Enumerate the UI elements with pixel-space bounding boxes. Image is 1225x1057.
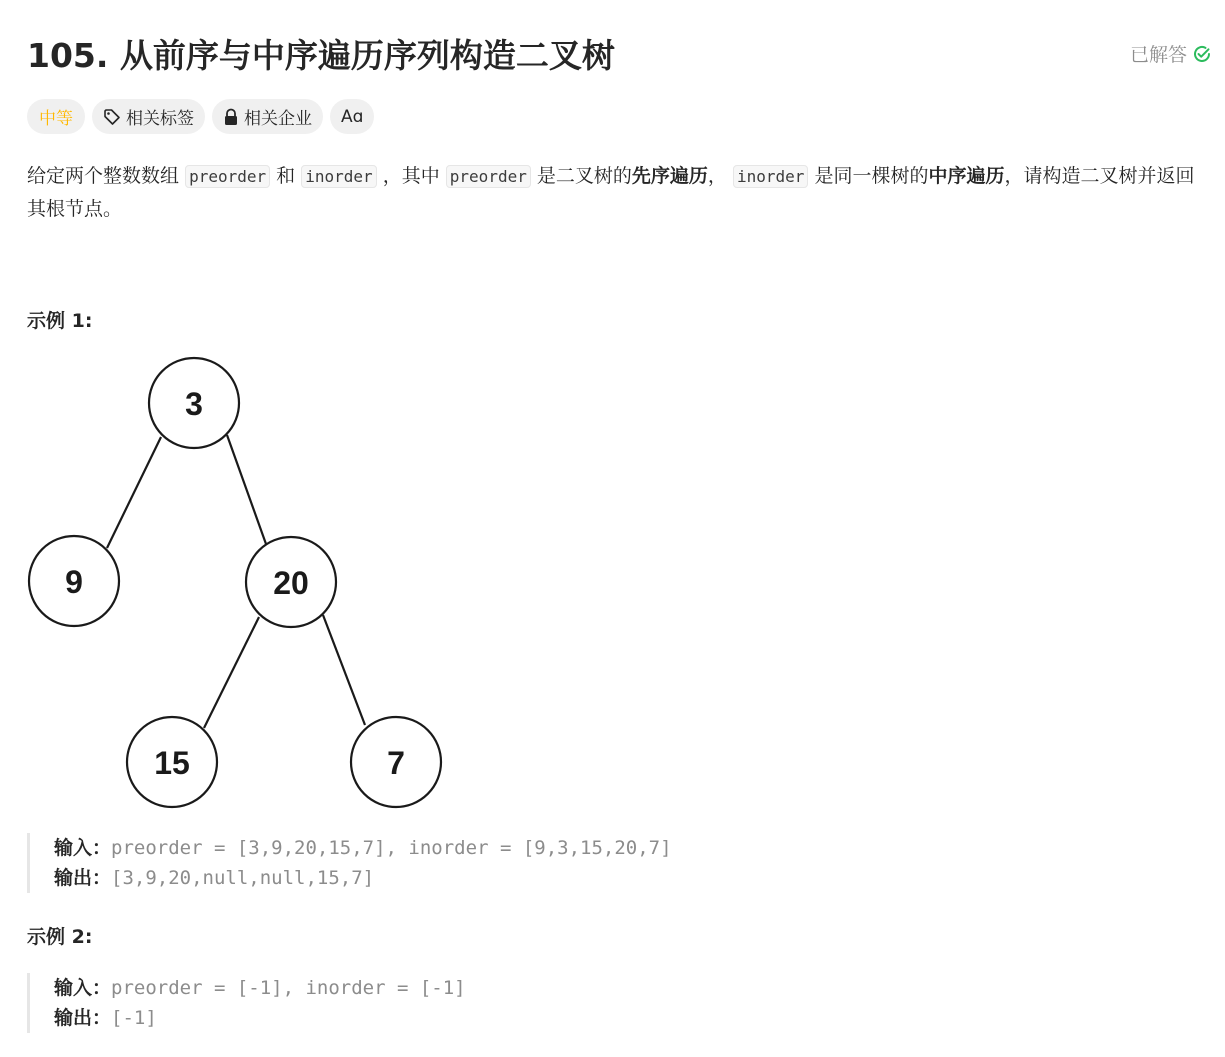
tree-node-label: 3 (185, 386, 203, 422)
example-2-title: 示例 2: (27, 926, 93, 948)
output-value: [-1] (111, 1007, 157, 1029)
input-value: preorder = [-1], inorder = [-1] (111, 977, 466, 999)
tag-bar (27, 99, 374, 134)
inline-code: inorder (301, 165, 376, 188)
desc-text: 和 (276, 165, 296, 187)
tree-node-label: 7 (387, 745, 405, 781)
inline-code: inorder (733, 165, 808, 188)
example-1-input-line (54, 833, 672, 863)
lock-icon (223, 108, 239, 126)
tree-edge (107, 437, 161, 548)
problem-title: 105. 从前序与中序遍历序列构造二叉树 (27, 36, 615, 75)
example-2-input-line (54, 973, 466, 1003)
related-tags-button[interactable] (92, 99, 205, 134)
tree-node-label: 15 (154, 745, 190, 781)
inline-code: preorder (446, 165, 531, 188)
tree-edge (323, 615, 365, 725)
related-companies-button[interactable] (212, 99, 323, 134)
inline-code: preorder (185, 165, 270, 188)
related-tags-label: 相关标签 (126, 109, 194, 129)
problem-description (27, 160, 1212, 225)
translate-button[interactable] (330, 99, 374, 134)
desc-text: 是二叉树的 (536, 165, 632, 187)
translate-icon: Aɑ (341, 106, 364, 127)
solved-label: 已解答 (1129, 44, 1187, 66)
desc-text: ，请构造二叉树并返回其根节点。 (27, 165, 1195, 220)
related-companies-label: 相关企业 (244, 109, 312, 129)
input-label: 输入： (54, 837, 112, 859)
tag-icon (103, 108, 121, 126)
example-1-output-line (54, 863, 672, 893)
output-label: 输出： (54, 867, 112, 889)
desc-text: 给定两个整数数组 (27, 165, 180, 187)
solved-status[interactable] (1130, 40, 1211, 67)
example-1-io-block (27, 833, 672, 893)
difficulty-badge[interactable]: 中等 (27, 99, 85, 134)
input-label: 输入： (54, 977, 112, 999)
desc-bold: 中序遍历 (928, 165, 1005, 187)
output-value: [3,9,20,null,null,15,7] (111, 867, 375, 889)
example-2-io-block (27, 973, 466, 1033)
example-1-tree-image (27, 355, 447, 819)
tree-node-label: 9 (65, 564, 83, 600)
desc-text: ，其中 (382, 165, 440, 187)
example-1-title: 示例 1: (27, 310, 93, 332)
tree-node-label: 20 (273, 565, 309, 601)
desc-text: ， (707, 165, 727, 187)
example-2-output-line (54, 1003, 466, 1033)
input-value: preorder = [3,9,20,15,7], inorder = [9,3,15,20,7] (111, 837, 672, 859)
tree-edge (227, 435, 266, 544)
desc-bold: 先序遍历 (631, 165, 708, 187)
check-circle-icon (1193, 45, 1211, 63)
output-label: 输出： (54, 1007, 112, 1029)
problem-page (27, 0, 1225, 1057)
tree-edge (204, 617, 259, 728)
desc-text: 是同一棵树的 (814, 165, 929, 187)
